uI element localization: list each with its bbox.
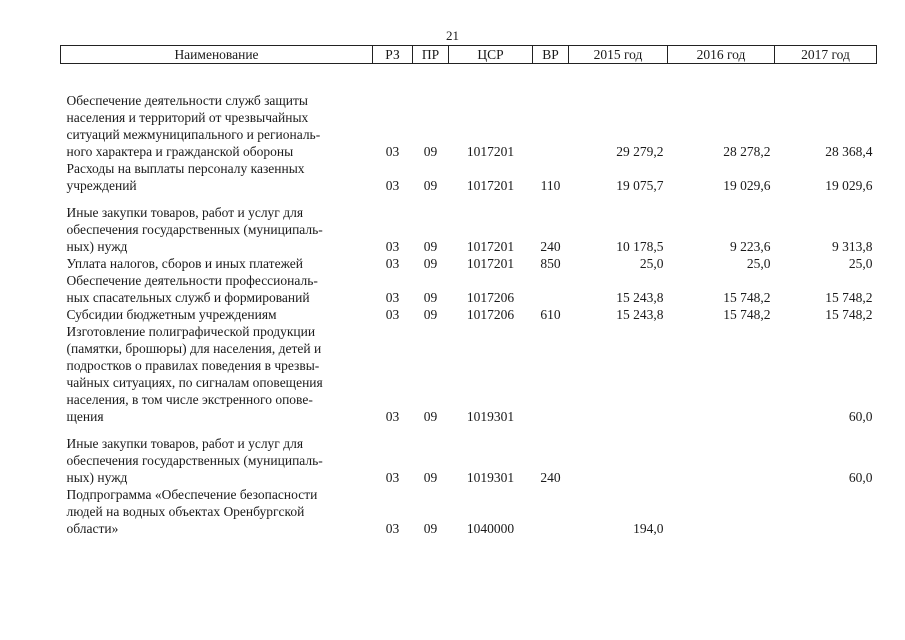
table-row bbox=[61, 255, 877, 272]
row-2015: 10 178,5 bbox=[616, 239, 664, 254]
row-2016: 15 748,2 bbox=[723, 290, 771, 305]
row-rz: 03 bbox=[385, 521, 400, 536]
row-2016: 9 223,6 bbox=[730, 239, 771, 254]
row-name-line: Расходы на выплаты персоналу казенных bbox=[66, 161, 305, 176]
row-spacer bbox=[61, 425, 877, 435]
table-row bbox=[61, 272, 877, 306]
row-rz: 03 bbox=[385, 290, 400, 305]
row-vr bbox=[533, 323, 569, 425]
row-name-line: подростков о правилах поведения в чрезвы- bbox=[66, 358, 320, 373]
row-2015: 15 243,8 bbox=[616, 290, 664, 305]
table-row bbox=[61, 435, 877, 486]
header-pr: ПР bbox=[413, 46, 449, 64]
table-row bbox=[61, 64, 877, 161]
row-name-line: Подпрограмма «Обеспечение безопасности bbox=[66, 487, 318, 502]
row-rz: 03 bbox=[385, 307, 400, 322]
header-2015: 2015 год bbox=[569, 46, 668, 64]
row-name-line: Обеспечение деятельности служб защиты bbox=[66, 93, 309, 108]
header-csr: ЦСР bbox=[449, 46, 533, 64]
row-name bbox=[61, 486, 373, 537]
row-rz: 03 bbox=[385, 178, 400, 193]
row-name-line: ного характера и гражданской обороны bbox=[66, 144, 294, 159]
row-name-line: обеспечения государственных (муниципаль- bbox=[66, 222, 323, 237]
row-name bbox=[61, 255, 373, 272]
row-pr: 09 bbox=[423, 307, 438, 322]
table-header-row bbox=[61, 46, 877, 64]
row-vr bbox=[533, 486, 569, 537]
row-name-line: людей на водных объектах Оренбургской bbox=[66, 504, 305, 519]
row-name bbox=[61, 204, 373, 255]
row-2017: 19 029,6 bbox=[825, 178, 873, 193]
row-vr bbox=[533, 64, 569, 161]
row-rz: 03 bbox=[385, 239, 400, 254]
header-vr: ВР bbox=[533, 46, 569, 64]
row-vr bbox=[533, 272, 569, 306]
page-number: 21 bbox=[446, 28, 459, 43]
row-pr: 09 bbox=[423, 521, 438, 536]
row-2015: 19 075,7 bbox=[616, 178, 664, 193]
row-name-line: ных) нужд bbox=[66, 239, 128, 254]
row-2017: 15 748,2 bbox=[825, 290, 873, 305]
row-name-line: (памятки, брошюры) для населения, детей и bbox=[66, 341, 322, 356]
row-pr: 09 bbox=[423, 144, 438, 159]
row-name-line: чайных ситуациях, по сигналам оповещения bbox=[66, 375, 323, 390]
row-2015 bbox=[569, 435, 668, 486]
row-name-line: ситуаций межмуниципального и региональ- bbox=[66, 127, 321, 142]
row-name-line: обеспечения государственных (муниципаль- bbox=[66, 453, 323, 468]
row-name-line: Изготовление полиграфической продукции bbox=[66, 324, 316, 339]
row-2015 bbox=[569, 323, 668, 425]
row-vr: 850 bbox=[540, 256, 561, 271]
row-name-line: Обеспечение деятельности профессиональ- bbox=[66, 273, 318, 288]
row-2016: 25,0 bbox=[746, 256, 771, 271]
row-2017 bbox=[775, 486, 877, 537]
row-name-line: Иные закупки товаров, работ и услуг для bbox=[66, 436, 304, 451]
header-2017: 2017 год bbox=[775, 46, 877, 64]
budget-table bbox=[60, 45, 877, 537]
row-pr: 09 bbox=[423, 178, 438, 193]
row-name bbox=[61, 272, 373, 306]
row-csr: 1017206 bbox=[466, 290, 515, 305]
row-2015: 25,0 bbox=[639, 256, 664, 271]
row-rz: 03 bbox=[385, 470, 400, 485]
row-name-line: щения bbox=[66, 409, 104, 424]
row-rz: 03 bbox=[385, 256, 400, 271]
row-csr: 1017201 bbox=[466, 239, 515, 254]
row-name-line: учреждений bbox=[66, 178, 137, 193]
table-row bbox=[61, 204, 877, 255]
row-vr: 610 bbox=[540, 307, 561, 322]
row-name-line: населения и территорий от чрезвычайных bbox=[66, 110, 309, 125]
row-name bbox=[61, 64, 373, 161]
row-pr: 09 bbox=[423, 409, 438, 424]
table-row bbox=[61, 323, 877, 425]
row-2016 bbox=[668, 435, 775, 486]
table-row bbox=[61, 486, 877, 537]
row-vr: 240 bbox=[540, 239, 561, 254]
row-pr: 09 bbox=[423, 239, 438, 254]
row-2016: 15 748,2 bbox=[723, 307, 771, 322]
row-name-line: Субсидии бюджетным учреждениям bbox=[66, 307, 277, 322]
table-row bbox=[61, 160, 877, 194]
row-pr: 09 bbox=[423, 256, 438, 271]
row-csr: 1040000 bbox=[466, 521, 515, 536]
row-name bbox=[61, 160, 373, 194]
row-csr: 1017201 bbox=[466, 178, 515, 193]
row-2015: 29 279,2 bbox=[616, 144, 664, 159]
row-csr: 1017206 bbox=[466, 307, 515, 322]
header-2016: 2016 год bbox=[668, 46, 775, 64]
row-csr: 1017201 bbox=[466, 144, 515, 159]
header-name: Наименование bbox=[61, 46, 373, 64]
row-rz: 03 bbox=[385, 409, 400, 424]
row-pr: 09 bbox=[423, 290, 438, 305]
row-2016 bbox=[668, 486, 775, 537]
row-2017: 60,0 bbox=[848, 470, 873, 485]
row-csr: 1019301 bbox=[466, 470, 515, 485]
table-row bbox=[61, 306, 877, 323]
row-csr: 1019301 bbox=[466, 409, 515, 424]
table-body bbox=[61, 64, 877, 538]
row-name-line: Уплата налогов, сборов и иных платежей bbox=[66, 256, 303, 271]
row-name bbox=[61, 323, 373, 425]
row-name-line: ных) нужд bbox=[66, 470, 128, 485]
row-vr: 240 bbox=[540, 470, 561, 485]
row-2016 bbox=[668, 323, 775, 425]
row-pr: 09 bbox=[423, 470, 438, 485]
row-2017: 25,0 bbox=[848, 256, 873, 271]
row-name-line: населения, в том числе экстренного опове- bbox=[66, 392, 313, 407]
row-name-line: области» bbox=[66, 521, 119, 536]
row-2015: 194,0 bbox=[633, 521, 664, 536]
row-2016: 19 029,6 bbox=[723, 178, 771, 193]
row-name bbox=[61, 435, 373, 486]
row-2017: 15 748,2 bbox=[825, 307, 873, 322]
header-rz: РЗ bbox=[373, 46, 413, 64]
row-2017: 28 368,4 bbox=[825, 144, 873, 159]
row-2016: 28 278,2 bbox=[723, 144, 771, 159]
row-vr: 110 bbox=[540, 178, 561, 193]
row-csr: 1017201 bbox=[466, 256, 515, 271]
row-2017: 9 313,8 bbox=[832, 239, 873, 254]
row-2017: 60,0 bbox=[848, 409, 873, 424]
row-name-line: Иные закупки товаров, работ и услуг для bbox=[66, 205, 304, 220]
row-name bbox=[61, 306, 373, 323]
row-name-line: ных спасательных служб и формирований bbox=[66, 290, 310, 305]
row-rz: 03 bbox=[385, 144, 400, 159]
row-2015: 15 243,8 bbox=[616, 307, 664, 322]
row-spacer bbox=[61, 194, 877, 204]
